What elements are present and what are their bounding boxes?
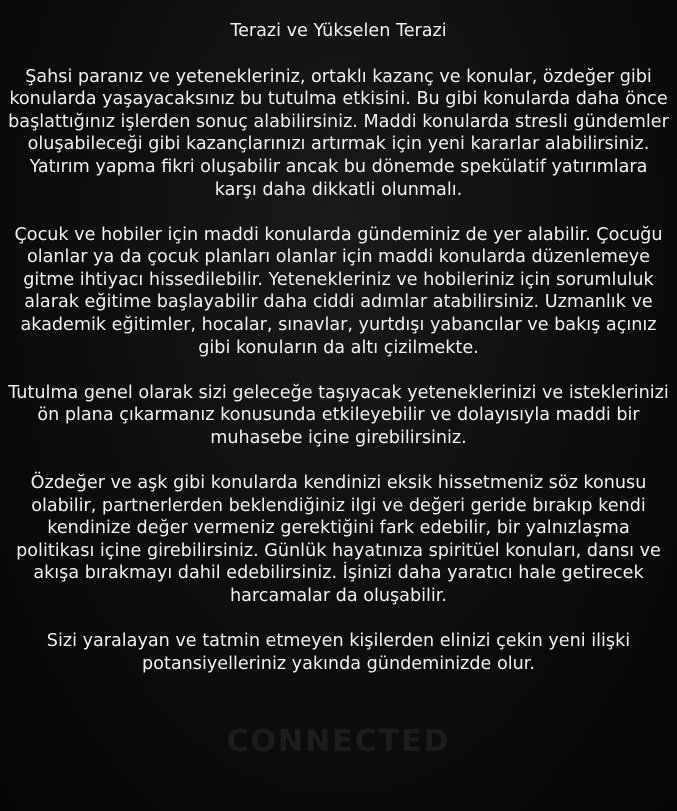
page-title: Terazi ve Yükselen Terazi — [230, 21, 447, 41]
background-watermark: CONNECTED — [226, 724, 451, 759]
paragraph: Özdeğer ve aşk gibi konularda kendinizi eksik hissetmeniz söz konusu olabilir, partnerlerden beklendiğiniz ilgi ve değeri geride bırakıp kendi kendinize değer vermeniz gerektiğini fark edebilir, bir yalnızlaşma politikası içine girebilirsiniz. Günlük hayatınıza spiritüel konuları, dansı ve akışa bırakmayı dahil edebilirsiniz. İşinizi daha yaratıcı hale getirecek harcamalar da oluşabilir. — [16, 473, 661, 606]
paragraph: Sizi yaralayan ve tatmin etmeyen kişilerden elinizi çekin yeni ilişki potansiyelleriniz yakında gündeminizde olur. — [46, 631, 631, 674]
horoscope-text — [0, 20, 677, 698]
paragraph: Tutulma genel olarak sizi geleceğe taşıyacak yeteneklerinizi ve isteklerinizi ön plana çıkarmanız konusunda etkileyebilir ve dolayısıyla maddi bir muhasebe içine girebilirsiniz. — [8, 382, 669, 448]
paragraph: Şahsi paranız ve yetenekleriniz, ortaklı kazanç ve konular, özdeğer gibi konularda yaşayacaksınız bu tutulma etkisini. Bu gibi konularda daha önce başlattığınız işlerden sonuç alabilirsiniz. Maddi konularda stresli gündemler oluşabileceği gibi kazançlarınızı artırmak için yeni kararlar alabilirsiniz. Yatırım yapma fikri oluşabilir ancak bu dönemde spekülatif yatırımlara karşı daha dikkatli olunmalı. — [8, 66, 669, 200]
paragraph: Çocuk ve hobiler için maddi konularda gündeminiz de yer alabilir. Çocuğu olanlar ya da çocuk planları olanlar için maddi konularda düzenlemeye gitme ihtiyacı hissedilebilir. Yetenekleriniz ve hobileriniz için sorumluluk alarak eğitime başlayabilir daha ciddi adımlar atabilirsiniz. Uzmanlık ve akademik eğitimler, hocalar, sınavlar, yurtdışı yabancılar ve bakış açınız gibi konuların da altı çizilmekte. — [14, 224, 663, 358]
